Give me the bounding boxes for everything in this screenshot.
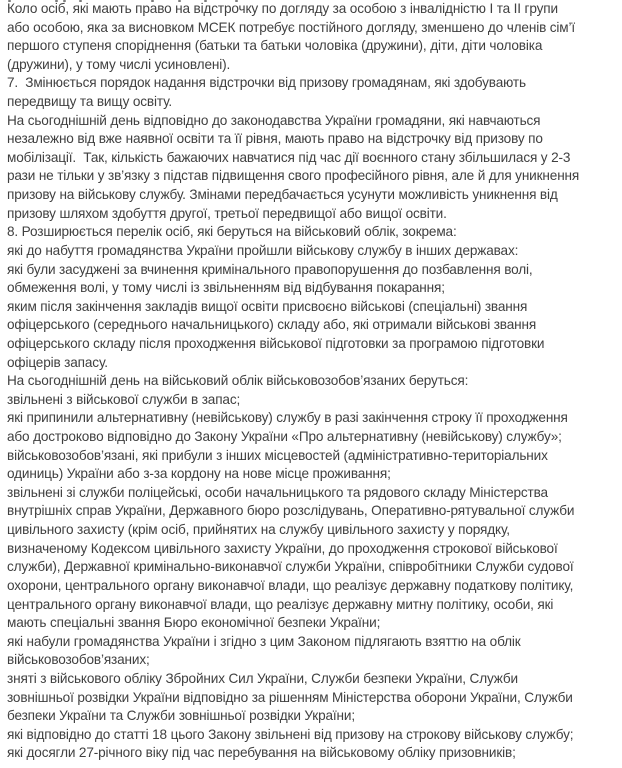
text-line: мають спеціальні звання Бюро економічної безпеки України; [7, 615, 381, 631]
text-line: першого ступеня споріднення (батьки та батьки чоловіка (дружини), діти, діти чоловіка [7, 38, 543, 54]
text-line: які припинили альтернативну (невійськову) службу в разі закінчення строку її проходження [7, 410, 568, 426]
text-line: які були засуджені за вчинення кримінального правопорушення до позбавлення волі, [7, 261, 533, 277]
text-line: (дружини), у тому числі усиновлені). [7, 56, 231, 72]
text-line: незалежно від вже наявної освіти та її рівня, мають право на відстрочку від призову по [7, 131, 543, 147]
text-line: визначеному Кодексом цивільного захисту України, до проходження строкової військової [7, 540, 558, 556]
text-line: офіцерів запасу. [7, 354, 108, 370]
text-line: або достроково відповідно до Закону України «Про альтернативну (невійськову) службу»; [7, 429, 562, 445]
text-line: одиниць) України або з-за кордону на нове місце проживання; [7, 466, 391, 482]
text-line: безпеки України та Служби зовнішньої розвідки України; [7, 708, 355, 724]
text-line: офіцерського складу після проходження військової підготовки за програмою підготовки [7, 335, 545, 351]
document-body [7, 0, 618, 763]
text-line: цивільного захисту (крім осіб, прийнятих на службу цивільного захисту у порядку, [7, 522, 510, 538]
text-line: зовнішньої розвідки України відповідно за рішенням Міністерства оборони України, Служби [7, 689, 573, 705]
text-line: призову шляхом здобуття другої, третьої передвищої або вищої освіти. [7, 205, 447, 221]
text-line: які набули громадянства України і згідно з цим Законом підлягають взяттю на облік [7, 633, 521, 649]
text-line: служби), Державної кримінально-виконавчої служби України, співробітники Служби судової [7, 559, 574, 575]
text-line: 7. Змінюється порядок надання відстрочки від призову громадянам, які здобувають [7, 75, 526, 91]
text-line: охорони, центрального органу виконавчої влади, що реалізує державну податкову політику, [7, 577, 574, 593]
text-line: обмеження волі, у тому числі із звільненням від відбування покарання; [7, 280, 445, 296]
text-line: які до набуття громадянства України пройшли військову службу в інших державах: [7, 242, 519, 258]
text-line: внутрішніх справ України, Державного бюро розслідувань, Оперативно-рятувальної служби [7, 503, 575, 519]
document-lines [7, 0, 618, 763]
text-line: звільнені зі служби поліцейські, особи начальницького та рядового складу Міністерства [7, 484, 548, 500]
text-line: або особою, яка за висновком МСЕК потребує постійного догляду, зменшено до членів сім’ї [7, 19, 575, 35]
text-line: які досягли 27-річного віку під час перебування на військовому обліку призовників; [7, 745, 516, 761]
text-line: центрального органу виконавчої влади, що реалізує державну митну політику, особи, які [7, 596, 554, 612]
text-line: військовозобов’язані, які прибули з інших місцевостей (адміністративно-територіальних [7, 447, 548, 463]
text-line: звільнені з військової служби в запас; [7, 391, 241, 407]
text-line: військовозобов’язаних; [7, 652, 150, 668]
text-line: мобілізації. Так, кількість бажаючих навчатися під час дії воєнного стану збільшилася у 2-3 [7, 149, 571, 165]
text-line: призову на військову службу. Змінами передбачається усунути можливість уникнення від [7, 187, 558, 203]
text-line: офіцерського (середнього начальницького) складу або, які отримали військові звання [7, 317, 537, 333]
text-line: яким після закінчення закладів вищої освіти присвоєно військові (спеціальні) звання [7, 298, 528, 314]
text-line: зняті з військового обліку Збройних Сил України, Служби безпеки України, Служби [7, 670, 518, 686]
text-line: передвищу та вищу освіту. [7, 94, 172, 110]
text-line: На сьогоднішній день відповідно до законодавства України громадяни, які навчаються [7, 112, 541, 128]
text-line: На сьогоднішній день на військовий облік військовозобов’язаних беруться: [7, 373, 469, 389]
text-line: рази не тільки у зв’язку з підстав підвищення свого професійного рівня, але й для уникнення [7, 168, 580, 184]
text-line: 8. Розширюється перелік осіб, які беруться на військовий облік, зокрема: [7, 224, 457, 240]
text-line: Коло осіб, які мають право на відстрочку по догляду за особою з інвалідністю І та ІІ групи [7, 1, 558, 16]
text-line: які відповідно до статті 18 цього Закону звільнені від призову на строкову військову службу; [7, 726, 574, 742]
